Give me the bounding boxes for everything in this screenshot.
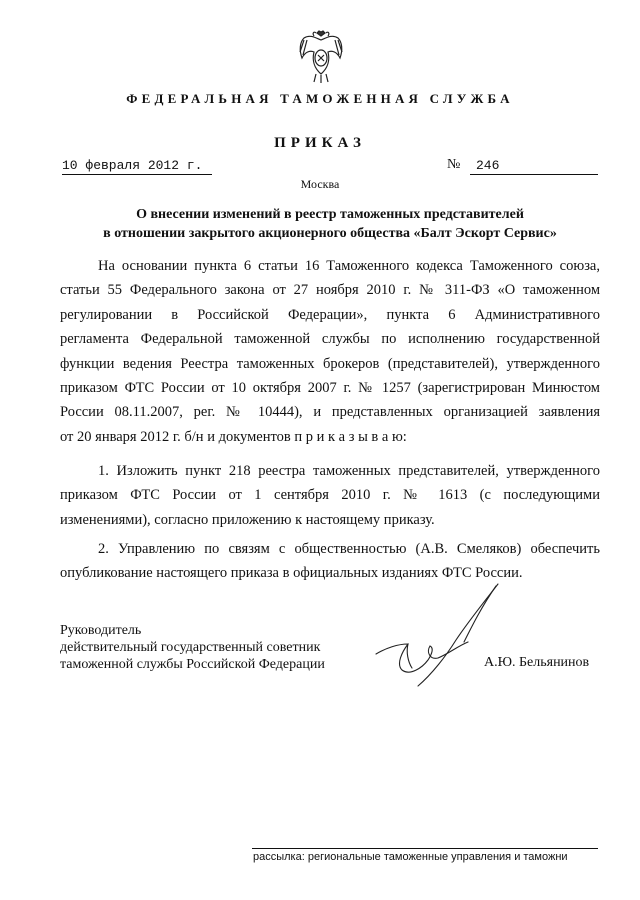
signatory-title [60, 622, 325, 673]
agency-name: ФЕДЕРАЛЬНАЯ ТАМОЖЕННАЯ СЛУЖБА [126, 91, 514, 106]
preamble-paragraph [60, 254, 600, 449]
paragraph-line: функции ведения Реестра таможенных брокеров (представителей), утвержденного [60, 355, 600, 372]
paragraph-line: 1. Изложить пункт 218 реестра таможенных представителей, утвержденного [98, 463, 600, 479]
paragraph-line: России 08.11.2007, рег. № 10444), и представленных организацией заявления [60, 404, 600, 421]
order-subject [60, 205, 600, 243]
paragraph-line: от 20 января 2012 г. б/н и документов п р и к а з ы в а ю: [60, 428, 407, 445]
order-number: 246 [470, 158, 598, 175]
city: Москва [300, 177, 340, 191]
subject-line: О внесении изменений в реестр таможенных представителей [136, 207, 524, 222]
item-2-paragraph [60, 537, 600, 586]
order-date: 10 февраля 2012 г. [62, 158, 212, 175]
signatory-title-line: Руководитель [60, 623, 142, 638]
state-emblem-icon [296, 30, 346, 84]
distribution-list: рассылка: региональные таможенные управления и таможни [253, 851, 568, 863]
signatory-title-line: действительный государственный советник [60, 640, 321, 655]
handwritten-signature [372, 582, 502, 692]
paragraph-line: 2. Управлению по связям с общественностью (А.В. Смеляков) обеспечить [98, 541, 600, 557]
paragraph-line: приказом ФТС России от 10 октября 2007 г. № 1257 (зарегистрирован Минюстом [60, 380, 600, 397]
document-type: ПРИКАЗ [274, 135, 366, 151]
paragraph-line: опубликование настоящего приказа в официальных изданиях ФТС России. [60, 565, 523, 582]
paragraph-line: изменениями), согласно приложению к настоящему приказу. [60, 511, 435, 528]
subject-line: в отношении закрытого акционерного общества «Балт Эскорт Сервис» [103, 226, 557, 241]
paragraph-line: статьи 55 Федерального закона от 27 ноября 2010 г. № 311-ФЗ «О таможенном [60, 282, 600, 299]
signatory-name: А.Ю. Бельянинов [484, 655, 590, 670]
paragraph-line: приказом ФТС России от 1 сентября 2010 г. № 1613 (с последующими [60, 487, 600, 504]
number-sign: № [447, 157, 461, 172]
paragraph-line: На основании пункта 6 статьи 16 Таможенного кодекса Таможенного союза, [98, 258, 600, 274]
signatory-title-line: таможенной службы Российской Федерации [60, 657, 325, 672]
paragraph-line: регулировании в Российской Федерации», пункта 6 Административного [60, 306, 600, 323]
paragraph-line: регламента Федеральной таможенной службы по исполнению государственной [60, 331, 600, 348]
item-1-paragraph [60, 459, 600, 532]
distribution-divider [252, 848, 598, 849]
